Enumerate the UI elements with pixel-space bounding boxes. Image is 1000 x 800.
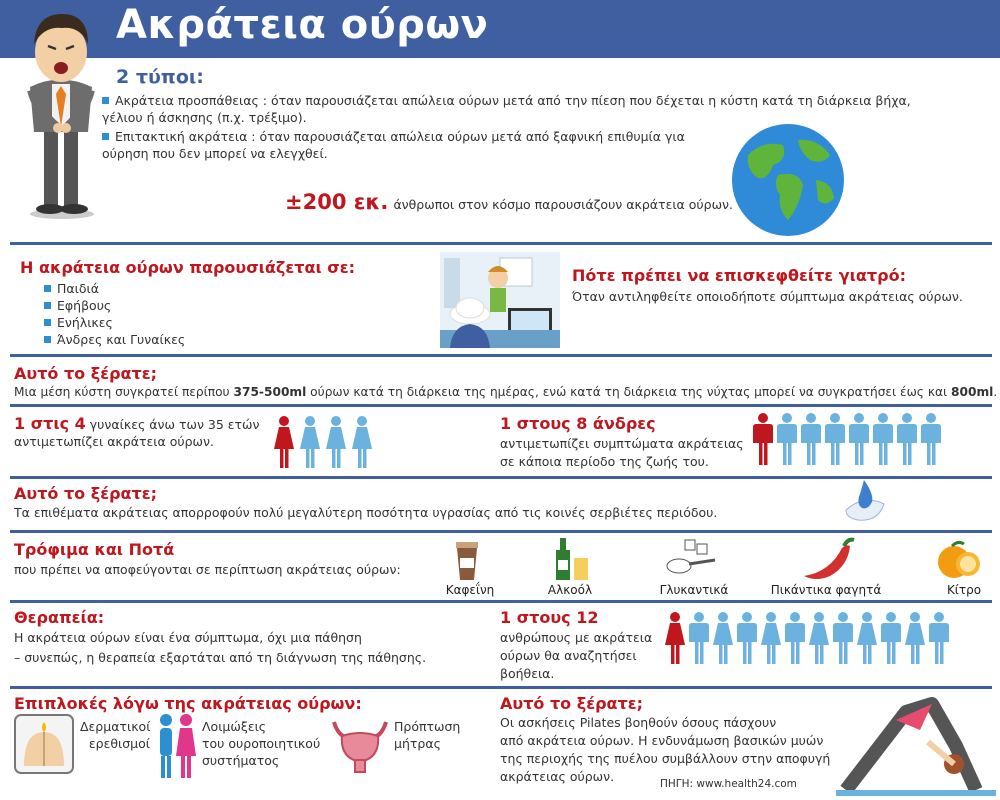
- food-label: Καφεΐνη: [445, 583, 495, 597]
- bladder-capacity-text: Μια μέση κύστη συγκρατεί περίπου 375-500ml ούρων κατά τη διάρκεια της ημέρας, ενώ κατά τη διάρκεια της νύχτας μπορεί να συγκρατήσει έως και 800ml.: [14, 385, 998, 399]
- chili-pepper-icon: [800, 536, 856, 580]
- food-label: Πικάντικα φαγητά: [770, 583, 882, 597]
- therapy-line2: – συνεπώς, η θεραπεία εξαρτάται από τη διάγνωση της πάθησης.: [14, 650, 427, 665]
- source-credit: ΠΗΓΗ: www.health24.com: [660, 778, 797, 790]
- know1-heading: Αυτό το ξέρατε;: [14, 364, 158, 383]
- list-item: Άνδρες και Γυναίκες: [44, 331, 185, 348]
- female-person-icon: [712, 612, 734, 664]
- list-item: Ενήλικες: [44, 314, 185, 331]
- female-person-icon: [324, 416, 348, 468]
- male-person-icon: [872, 408, 894, 470]
- complication-prolapse: Πρόπτωση μήτρας: [394, 719, 461, 751]
- food-label: Κίτρο: [946, 583, 982, 597]
- world-stat: ±200 εκ. άνθρωποι στον κόσμο παρουσιάζουν ακράτεια ούρων.: [285, 190, 734, 214]
- male-person-icon: [752, 408, 774, 470]
- female-person-icon: [856, 612, 878, 664]
- female-person-icon: [808, 612, 830, 664]
- female-person-icon: [350, 416, 374, 468]
- complication-skin: Δερματικοί ερεθισμοί: [80, 719, 151, 751]
- complications-heading: Επιπλοκές λόγω της ακράτειας ούρων:: [14, 694, 362, 713]
- men-line2: σε κάποια περίοδο της ζωής του.: [500, 454, 709, 469]
- divider: [10, 404, 992, 407]
- divider: [10, 354, 992, 357]
- types-heading: 2 τύποι:: [116, 66, 204, 88]
- divider: [10, 686, 992, 689]
- male-person-icon: [920, 408, 942, 470]
- uterus-prolapse-icon: [328, 716, 392, 774]
- divider: [10, 600, 992, 603]
- women-pictogram-row: [272, 416, 376, 468]
- male-person-icon: [848, 408, 870, 470]
- divider: [10, 530, 992, 533]
- male-person-icon: [880, 612, 902, 664]
- list-item: Εφήβους: [44, 297, 185, 314]
- men-pictogram-row: [752, 408, 944, 472]
- list-item: Παιδιά: [44, 280, 185, 297]
- women-stat: 1 στις 4 γυναίκες άνω των 35 ετών: [14, 414, 260, 433]
- alcohol-icon: [550, 536, 590, 582]
- male-person-icon: [736, 612, 758, 664]
- people12-heading: 1 στους 12: [500, 608, 599, 627]
- female-person-icon: [904, 612, 926, 664]
- type-item-stress: Ακράτεια προσπάθειας : όταν παρουσιάζεται απώλεια ούρων μετά από την πίεση που δέχεται η κύστη κατά τη διάρκεια βήχα, γέλιου ή άσκησης (π.χ. τρέξιμο).: [102, 93, 911, 125]
- citrus-icon: [934, 538, 982, 580]
- male-person-icon: [832, 612, 854, 664]
- bullet-icon: [44, 285, 51, 292]
- doctor-office-icon: [440, 252, 560, 348]
- women-stat-line2: αντιμετωπίζει ακράτεια ούρων.: [14, 434, 214, 449]
- bullet-icon: [102, 97, 109, 104]
- male-person-icon: [776, 408, 798, 470]
- know2-heading: Αυτό το ξέρατε;: [14, 484, 158, 503]
- bullet-icon: [44, 336, 51, 343]
- female-person-icon: [664, 612, 686, 664]
- female-person-icon: [298, 416, 322, 468]
- page-title: Ακράτεια ούρων: [116, 2, 489, 48]
- bullet-icon: [44, 319, 51, 326]
- people12-pictogram-row: [664, 612, 952, 664]
- sugar-spoon-icon: [665, 538, 717, 578]
- male-person-icon: [800, 408, 822, 470]
- therapy-line1: Η ακράτεια ούρων είναι ένα σύμπτωμα, όχι μια πάθηση: [14, 630, 362, 645]
- male-person-icon: [928, 612, 950, 664]
- people12-line3: βοήθεια.: [500, 666, 555, 681]
- pilates-line: της περιοχής της πυέλου συμβάλλουν στην αποφυγή: [500, 751, 831, 766]
- pilates-line: ακράτειας ούρων.: [500, 769, 615, 784]
- pilates-line: από ακράτεια ούρων. Η ενδυνάμωση βασικών μυών: [500, 733, 824, 748]
- male-person-icon: [688, 612, 710, 664]
- doctor-heading: Πότε πρέπει να επισκεφθείτε γιατρό:: [572, 266, 906, 285]
- bullet-icon: [102, 133, 109, 140]
- pilates-pose-icon: [836, 690, 996, 796]
- appears-list: [44, 280, 185, 348]
- female-person-icon: [760, 612, 782, 664]
- globe-icon: [728, 120, 848, 240]
- men-line1: αντιμετωπίζει συμπτώματα ακράτειας: [500, 436, 744, 451]
- complication-uti: Λοιμώξεις του ουροποιητικού συστήματος: [202, 719, 321, 768]
- appears-heading: Η ακράτεια ούρων παρουσιάζεται σε:: [20, 258, 356, 277]
- food-heading: Τρόφιμα και Ποτά: [14, 540, 175, 559]
- therapy-heading: Θεραπεία:: [14, 608, 105, 627]
- skin-irritation-icon: [14, 714, 74, 774]
- pads-text: Τα επιθέματα ακράτειας απορροφούν πολύ μεγαλύτερη ποσότητα υγρασίας από τις κοινές σερβιέτες περιόδου.: [14, 505, 718, 520]
- male-person-icon: [896, 408, 918, 470]
- female-person-icon: [272, 416, 296, 468]
- stressed-man-icon: [10, 2, 110, 220]
- urinary-infection-icon: [154, 712, 200, 782]
- people12-line1: ανθρώπους με ακράτεια: [500, 630, 653, 645]
- doctor-text: Όταν αντιληφθείτε οποιοδήποτε σύμπτωμα ακράτειας ούρων.: [572, 289, 963, 304]
- coffee-cup-icon: [452, 540, 482, 582]
- type-item-urge: Επιτακτική ακράτεια : όταν παρουσιάζεται απώλεια ούρων μετά από ξαφνική επιθυμία για ούρηση που δεν μπορεί να ελεγχθεί.: [102, 129, 685, 161]
- pad-drop-icon: [838, 474, 890, 526]
- bullet-icon: [44, 302, 51, 309]
- male-person-icon: [784, 612, 806, 664]
- pilates-line: Οι ασκήσεις Pilates βοηθούν όσους πάσχουν: [500, 715, 777, 730]
- people12-line2: ούρων θα αναζητήσει: [500, 648, 637, 663]
- know3-heading: Αυτό το ξέρατε;: [500, 694, 644, 713]
- men-heading: 1 στους 8 άνδρες: [500, 414, 656, 433]
- divider: [10, 242, 992, 245]
- food-label: Γλυκαντικά: [659, 583, 729, 597]
- food-label: Αλκοόλ: [547, 583, 593, 597]
- male-person-icon: [824, 408, 846, 470]
- food-text: που πρέπει να αποφεύγονται σε περίπτωση ακράτειας ούρων:: [14, 562, 401, 577]
